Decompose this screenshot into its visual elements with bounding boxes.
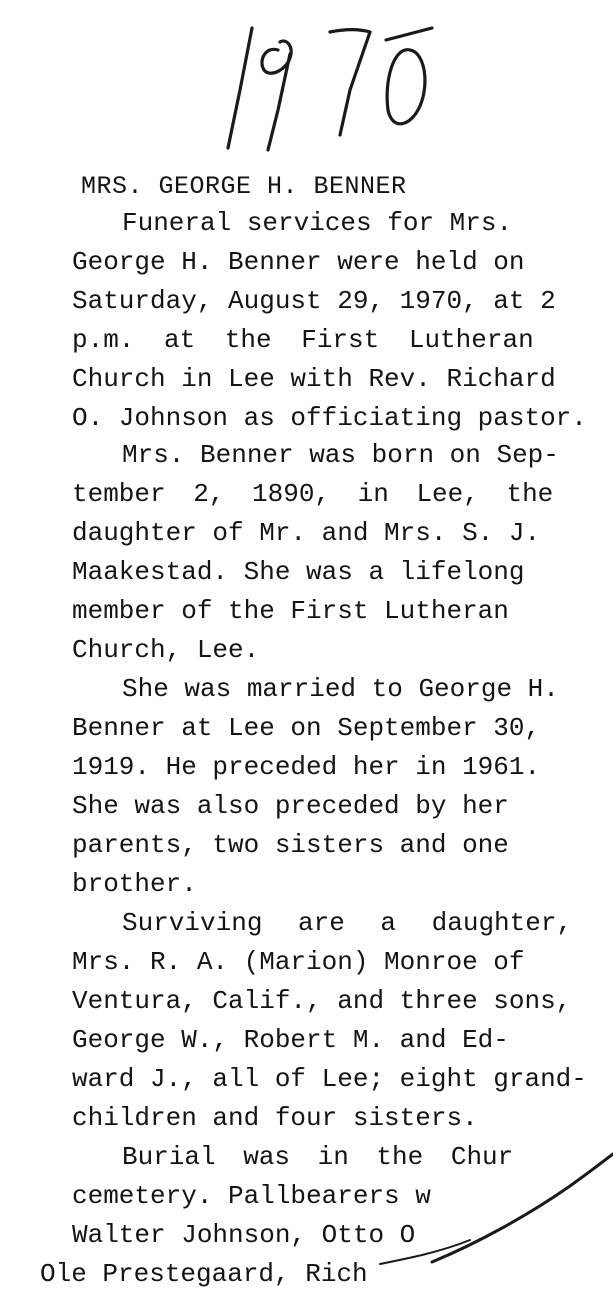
obituary-line: member of the First Lutheran bbox=[72, 596, 509, 626]
obituary-line: She was married to George H. bbox=[122, 674, 559, 704]
obituary-line: Mrs. R. A. (Marion) Monroe of bbox=[72, 947, 525, 977]
torn-edge bbox=[370, 1090, 613, 1271]
obituary-headline: MRS. GEORGE H. BENNER bbox=[81, 172, 407, 201]
obituary-line: Church in Lee with Rev. Richard bbox=[72, 364, 556, 394]
obituary-line: Ole Prestegaard, Rich bbox=[40, 1259, 368, 1289]
obituary-line: Burial was in the Chur bbox=[122, 1142, 514, 1172]
obituary-line: O. Johnson as officiating pastor. bbox=[72, 403, 587, 433]
obituary-line: brother. bbox=[72, 869, 197, 899]
obituary-line: George W., Robert M. and Ed- bbox=[72, 1025, 509, 1055]
obituary-line: Saturday, August 29, 1970, at 2 bbox=[72, 286, 556, 316]
obituary-line: Mrs. Benner was born on Sep- bbox=[122, 440, 559, 470]
obituary-line: Ventura, Calif., and three sons, bbox=[72, 986, 572, 1016]
obituary-line: p.m. at the First Lutheran bbox=[72, 325, 534, 355]
obituary-line: Funeral services for Mrs. bbox=[122, 208, 513, 238]
obituary-line: Maakestad. She was a lifelong bbox=[72, 557, 525, 587]
obituary-line: children and four sisters. bbox=[72, 1103, 478, 1133]
obituary-line: George H. Benner were held on bbox=[72, 247, 525, 277]
obituary-line: 1919. He preceded her in 1961. bbox=[72, 752, 541, 782]
obituary-line: Benner at Lee on September 30, bbox=[72, 713, 541, 743]
obituary-line: tember 2, 1890, in Lee, the bbox=[72, 479, 554, 509]
obituary-line: parents, two sisters and one bbox=[72, 830, 509, 860]
obituary-line: daughter of Mr. and Mrs. S. J. bbox=[72, 518, 541, 548]
obituary-line: ward J., all of Lee; eight grand- bbox=[72, 1064, 587, 1094]
obituary-line: Church, Lee. bbox=[72, 635, 260, 665]
obituary-line: Walter Johnson, Otto O bbox=[72, 1220, 416, 1250]
obituary-line: Surviving are a daughter, bbox=[122, 908, 573, 938]
handwritten-year-text: 1970 bbox=[200, 10, 202, 11]
obituary-line: cemetery. Pallbearers w bbox=[72, 1181, 431, 1211]
obituary-line: She was also preceded by her bbox=[72, 791, 509, 821]
handwritten-year-annotation bbox=[200, 10, 460, 155]
